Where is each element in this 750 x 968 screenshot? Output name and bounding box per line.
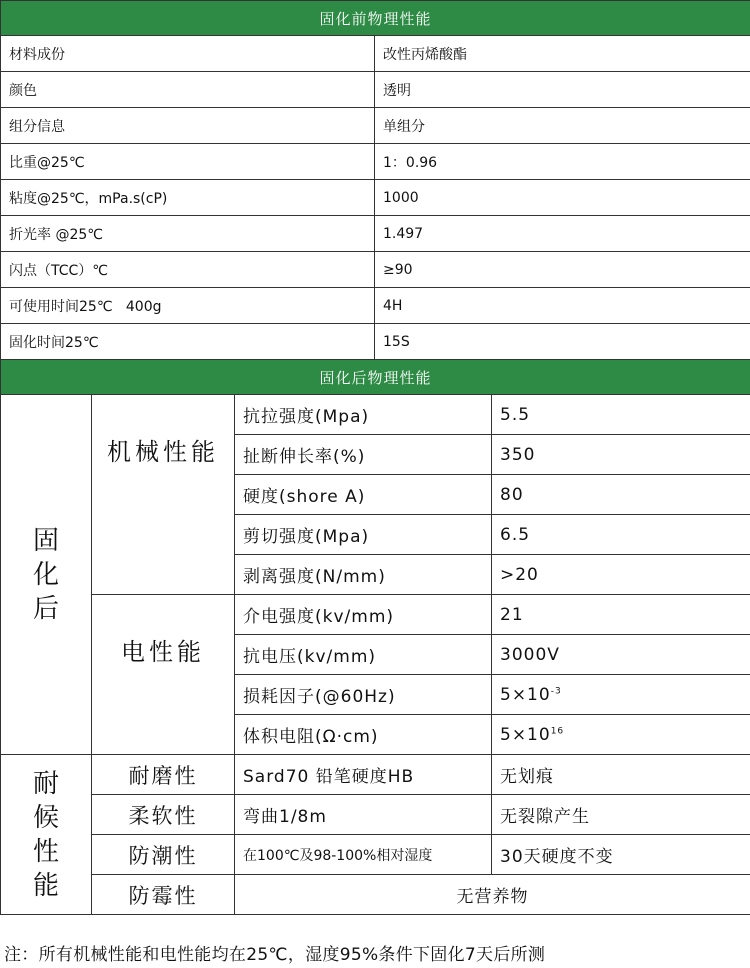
table-row (1, 395, 750, 435)
property-label: 扯断伸长率(%) (235, 435, 492, 475)
property-value: 无营养物 (235, 875, 750, 915)
table-row (1, 216, 750, 252)
property-label: 硬度(shore A) (235, 475, 492, 515)
property-value: 15S (375, 324, 750, 360)
weather-group-label: 耐 候 性 能 (1, 755, 92, 915)
post-cure-title: 固化后物理性能 (1, 360, 750, 395)
property-label: 颜色 (1, 72, 375, 108)
moisture-label: 防潮性 (92, 835, 235, 875)
cured-group-label: 固 化 后 (1, 395, 92, 755)
property-label: 粘度@25℃，mPa.s(cP) (1, 180, 375, 216)
property-label: 体积电阻(Ω·cm) (235, 715, 492, 755)
table-row (1, 72, 750, 108)
property-label: 介电强度(kv/mm) (235, 595, 492, 635)
property-label: Sard70 铅笔硬度HB (235, 755, 492, 795)
property-value: 1.497 (375, 216, 750, 252)
flexibility-label: 柔软性 (92, 795, 235, 835)
table-row (1, 755, 750, 795)
property-label: 在100℃及98-100%相对湿度 (235, 835, 492, 875)
property-label: 固化时间25℃ (1, 324, 375, 360)
property-value: 21 (492, 595, 750, 635)
property-label: 可使用时间25℃ 400g (1, 288, 375, 324)
exponent: 16 (550, 725, 565, 736)
post-cure-table (0, 359, 750, 915)
property-value: 80 (492, 475, 750, 515)
table-row (1, 288, 750, 324)
property-label: 抗拉强度(Mpa) (235, 395, 492, 435)
property-label: 组分信息 (1, 108, 375, 144)
property-value: 30天硬度不变 (492, 835, 750, 875)
property-value: >20 (492, 555, 750, 595)
property-value: 无裂隙产生 (492, 795, 750, 835)
table-row (1, 595, 750, 635)
table-row (1, 795, 750, 835)
pre-cure-title: 固化前物理性能 (1, 1, 750, 36)
property-label: 材料成份 (1, 36, 375, 72)
property-label: 剥离强度(N/mm) (235, 555, 492, 595)
property-value: 改性丙烯酸酯 (375, 36, 750, 72)
property-value: 单组分 (375, 108, 750, 144)
mildew-label: 防霉性 (92, 875, 235, 915)
table-row (1, 835, 750, 875)
table-row (1, 144, 750, 180)
table-row (1, 324, 750, 360)
table-row (1, 180, 750, 216)
property-value: 4H (375, 288, 750, 324)
table-row (1, 36, 750, 72)
property-value: 5.5 (492, 395, 750, 435)
table-row (1, 875, 750, 915)
property-label: 剪切强度(Mpa) (235, 515, 492, 555)
property-value: 350 (492, 435, 750, 475)
exponent: -3 (550, 685, 562, 696)
property-label: 折光率 @25℃ (1, 216, 375, 252)
property-label: 弯曲1/8m (235, 795, 492, 835)
property-value: 1000 (375, 180, 750, 216)
property-value: $5\times 10^{16}$ (492, 715, 750, 755)
property-value: 3000V (492, 635, 750, 675)
abrasion-label: 耐磨性 (92, 755, 235, 795)
property-value: $5\times 10^{-3}$ (492, 675, 750, 715)
property-value: 无划痕 (492, 755, 750, 795)
mechanical-label: 机械性能 (92, 395, 235, 595)
property-label: 抗电压(kv/mm) (235, 635, 492, 675)
table-row (1, 108, 750, 144)
property-label: 损耗因子(@60Hz) (235, 675, 492, 715)
footnote: 注：所有机械性能和电性能均在25℃，湿度95%条件下固化7天后所测 (4, 945, 546, 965)
property-value: 1：0.96 (375, 144, 750, 180)
property-label: 比重@25℃ (1, 144, 375, 180)
table-row (1, 252, 750, 288)
property-value: ≥90 (375, 252, 750, 288)
pre-cure-table (0, 0, 750, 360)
property-value: 透明 (375, 72, 750, 108)
property-value: 6.5 (492, 515, 750, 555)
electrical-label: 电性能 (92, 595, 235, 755)
property-label: 闪点（TCC）℃ (1, 252, 375, 288)
